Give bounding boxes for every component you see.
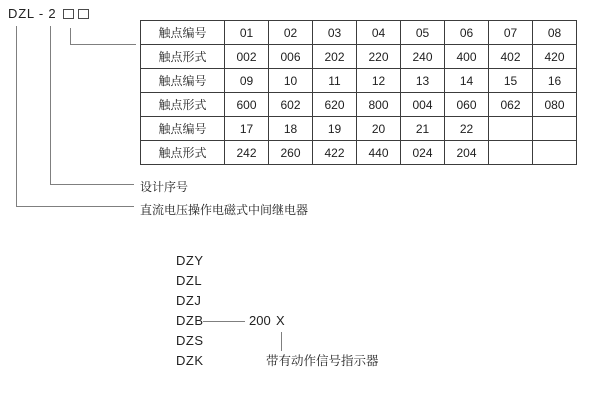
table-cell: 024 (401, 141, 445, 165)
table-row (141, 45, 577, 69)
connector-line-relay-horizontal (16, 206, 134, 207)
table-row (141, 69, 577, 93)
connector-line-relay-vertical (16, 26, 17, 207)
table-cell: 402 (489, 45, 533, 69)
connector-line-boxes-vertical (70, 28, 71, 45)
row-header: 触点编号 (141, 21, 225, 45)
connector-line-boxes-horizontal (70, 44, 136, 45)
table-cell: 19 (313, 117, 357, 141)
table-cell: 21 (401, 117, 445, 141)
table-row (141, 117, 577, 141)
design-serial-label: 设计序号 (140, 180, 189, 194)
table-cell: 01 (225, 21, 269, 45)
connector-line-design-vertical (50, 26, 51, 185)
table-cell (533, 117, 577, 141)
table-cell: 204 (445, 141, 489, 165)
table-cell (533, 141, 577, 165)
table-row (141, 93, 577, 117)
relay-type-label: 直流电压操作电磁式中间继电器 (140, 203, 309, 217)
table-cell: 15 (489, 69, 533, 93)
series-item-dzl: DZL (176, 273, 203, 288)
table-cell: 060 (445, 93, 489, 117)
contact-table-body (141, 21, 577, 165)
row-header: 触点形式 (141, 45, 225, 69)
table-cell: 240 (401, 45, 445, 69)
table-cell: 10 (269, 69, 313, 93)
table-cell: 260 (269, 141, 313, 165)
table-cell: 20 (357, 117, 401, 141)
model-code (8, 6, 89, 21)
table-cell: 242 (225, 141, 269, 165)
placeholder-box-icon (78, 9, 89, 19)
table-cell: 17 (225, 117, 269, 141)
table-cell: 620 (313, 93, 357, 117)
table-cell: 400 (445, 45, 489, 69)
series-item-dzj: DZJ (176, 293, 202, 308)
table-cell: 202 (313, 45, 357, 69)
series-item-dzs: DZS (176, 333, 204, 348)
table-cell: 440 (357, 141, 401, 165)
table-cell (489, 141, 533, 165)
table-cell: 062 (489, 93, 533, 117)
table-cell: 422 (313, 141, 357, 165)
row-header: 触点形式 (141, 141, 225, 165)
indicator-note: 带有动作信号指示器 (266, 354, 379, 368)
row-header: 触点形式 (141, 93, 225, 117)
table-cell: 602 (269, 93, 313, 117)
contact-table (140, 20, 577, 165)
connector-line-design-horizontal (50, 184, 134, 185)
table-cell: 002 (225, 45, 269, 69)
table-cell: 13 (401, 69, 445, 93)
dzb-connector-line (203, 321, 245, 322)
table-cell: 12 (357, 69, 401, 93)
series-item-dzy: DZY (176, 253, 204, 268)
table-cell: 08 (533, 21, 577, 45)
table-cell: 16 (533, 69, 577, 93)
dzb-suffix: X (276, 313, 285, 328)
table-cell: 02 (269, 21, 313, 45)
indicator-connector-line (281, 332, 282, 351)
table-cell: 14 (445, 69, 489, 93)
table-cell: 006 (269, 45, 313, 69)
table-cell: 06 (445, 21, 489, 45)
table-cell: 18 (269, 117, 313, 141)
series-item-dzk: DZK (176, 353, 204, 368)
series-item-dzb: DZB (176, 313, 204, 328)
table-cell: 05 (401, 21, 445, 45)
table-cell: 004 (401, 93, 445, 117)
table-row (141, 141, 577, 165)
table-cell (489, 117, 533, 141)
table-cell: 22 (445, 117, 489, 141)
table-cell: 11 (313, 69, 357, 93)
table-cell: 04 (357, 21, 401, 45)
table-cell: 800 (357, 93, 401, 117)
table-cell: 420 (533, 45, 577, 69)
placeholder-box-icon (63, 9, 74, 19)
table-cell: 220 (357, 45, 401, 69)
table-cell: 03 (313, 21, 357, 45)
table-cell: 07 (489, 21, 533, 45)
table-row (141, 21, 577, 45)
row-header: 触点编号 (141, 69, 225, 93)
table-cell: 080 (533, 93, 577, 117)
table-cell: 09 (225, 69, 269, 93)
model-code-text: DZL - 2 (8, 6, 57, 21)
row-header: 触点编号 (141, 117, 225, 141)
dzb-number: 200 (249, 313, 271, 328)
table-cell: 600 (225, 93, 269, 117)
